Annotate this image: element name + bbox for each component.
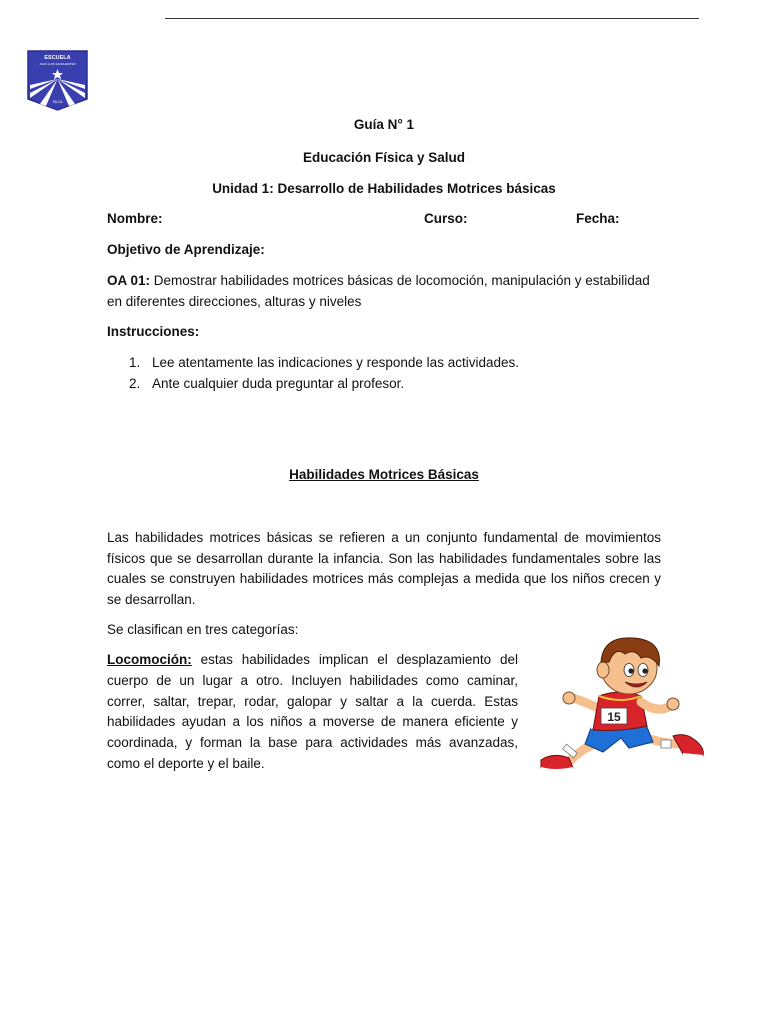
bib-number: 15 bbox=[607, 710, 621, 724]
running-boy-illustration bbox=[533, 632, 708, 777]
course-label: Curso: bbox=[424, 211, 468, 226]
list-item bbox=[107, 373, 667, 394]
objective-heading: Objetivo de Aprendizaje: bbox=[107, 242, 265, 257]
objective-description: Demostrar habilidades motrices básicas de locomoción, manipulación y estabilidad en diferentes direcciones, alturas y niveles bbox=[107, 273, 650, 309]
section-title: Habilidades Motrices Básicas bbox=[289, 467, 479, 482]
classify-paragraph: Se clasifican en tres categorías: bbox=[107, 622, 299, 637]
date-label: Fecha: bbox=[576, 211, 620, 226]
logo-text-school: ESCUELA bbox=[44, 55, 71, 61]
name-label: Nombre: bbox=[107, 211, 163, 226]
locomotion-text: estas habilidades implican el desplazamiento del cuerpo de un lugar a otro. Incluyen habilidades como caminar, correr, saltar, trepar, rodar, galopar y saltar a la cuerda. Estas habilidades ayudan a los niños a moverse de manera eficiente y coordinada, y forman la base para actividades más avanzadas, como el deporte y el baile. bbox=[107, 652, 518, 771]
list-text: Ante cualquier duda preguntar al profesor. bbox=[152, 376, 405, 391]
list-item bbox=[107, 352, 667, 373]
objective-text bbox=[107, 271, 665, 312]
student-fields bbox=[107, 211, 699, 231]
list-text: Lee atentamente las indicaciones y responde las actividades. bbox=[152, 355, 519, 370]
fields-underline bbox=[165, 18, 699, 19]
instructions-heading: Instrucciones: bbox=[107, 324, 200, 339]
logo-text-name: JUAN LUIS SANFUENTES bbox=[39, 62, 76, 66]
objective-code: OA 01: bbox=[107, 273, 151, 288]
school-logo bbox=[26, 49, 89, 111]
unit-title: Unidad 1: Desarrollo de Habilidades Motrices básicas bbox=[212, 181, 556, 196]
guide-title: Guía N° 1 bbox=[353, 117, 415, 132]
locomotion-label: Locomoción: bbox=[107, 652, 192, 667]
instructions-list bbox=[107, 352, 667, 394]
list-number: 1. bbox=[129, 355, 141, 370]
locomotion-paragraph bbox=[107, 650, 518, 775]
logo-text-city: TALCA bbox=[52, 100, 63, 104]
list-number: 2. bbox=[129, 376, 141, 391]
intro-paragraph: Las habilidades motrices básicas se refieren a un conjunto fundamental de movimientos físicos que se desarrollan durante la infancia. Son las habilidades fundamentales sobre las cuales se construyen habilidades motrices más complejas a medida que los niños crecen y se desarrollan. bbox=[107, 530, 661, 608]
subject-title: Educación Física y Salud bbox=[302, 150, 466, 165]
